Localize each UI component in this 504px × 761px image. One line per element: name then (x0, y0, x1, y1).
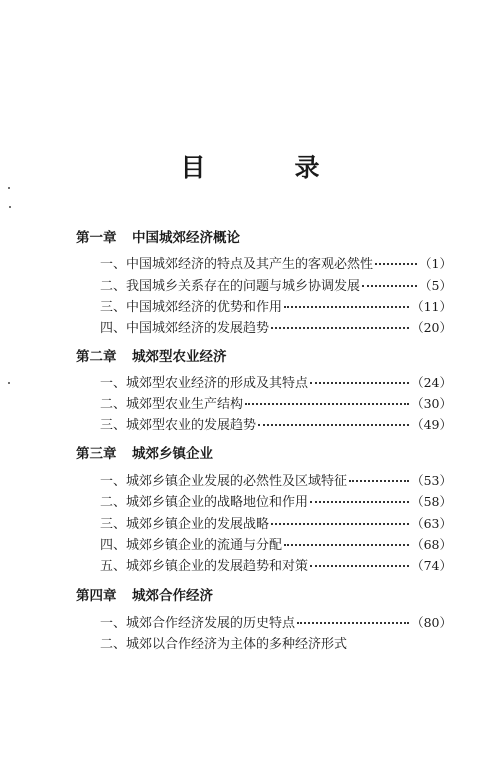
entry-page: （63） (411, 516, 452, 531)
toc-entry (100, 555, 452, 574)
entry-text: 五、城郊乡镇企业的发展趋势和对策 (100, 559, 309, 574)
scan-speck (9, 206, 11, 208)
leader-dots (297, 622, 409, 624)
chapter-heading (76, 584, 213, 604)
entry-text: 二、城郊型农业生产结构 (100, 397, 244, 412)
leader-dots (310, 501, 409, 503)
entry-page: （53） (411, 473, 452, 488)
chapter-name: 城郊合作经济 (132, 588, 213, 604)
toc-entry (100, 414, 452, 433)
scan-speck (8, 187, 10, 189)
entry-text: 一、中国城郊经济的特点及其产生的客观必然性 (100, 257, 374, 272)
entry-text: 一、城郊乡镇企业发展的必然性及区域特征 (100, 474, 348, 489)
page-title: 目 录 (180, 153, 352, 182)
entry-text: 三、城郊乡镇企业的发展战略 (100, 517, 270, 532)
chapter-number: 第四章 (76, 588, 117, 604)
chapter-number: 第一章 (76, 230, 117, 246)
entry-page: （30） (411, 396, 452, 411)
leader-dots (245, 403, 409, 405)
entry-text: 一、城郊型农业经济的形成及其特点 (100, 376, 309, 391)
entry-text: 四、中国城郊经济的发展趋势 (100, 321, 270, 336)
leader-dots (271, 523, 409, 525)
toc-entry (100, 534, 452, 553)
chapter-heading (76, 226, 240, 246)
leader-dots (362, 285, 417, 287)
entry-page: （68） (411, 537, 452, 552)
entry-text: 一、城郊合作经济发展的历史特点 (100, 616, 296, 631)
leader-dots (284, 306, 409, 308)
entry-text: 四、城郊乡镇企业的流通与分配 (100, 538, 283, 553)
chapter-heading (76, 442, 213, 462)
chapter-number: 第二章 (76, 349, 117, 365)
chapter-name: 中国城郊经济概论 (132, 230, 240, 246)
leader-dots (375, 263, 417, 265)
entry-page: （11） (411, 299, 452, 314)
entry-page: （1） (419, 256, 452, 271)
entry-page: （20） (411, 320, 452, 335)
entry-text: 二、城郊以合作经济为主体的多种经济形式 (100, 637, 348, 652)
leader-dots (258, 424, 409, 426)
chapter-name: 城郊乡镇企业 (132, 446, 213, 462)
chapter-name: 城郊型农业经济 (132, 349, 227, 365)
entry-text: 二、我国城乡关系存在的问题与城乡协调发展 (100, 279, 361, 294)
entry-page: （58） (411, 494, 452, 509)
entry-page: （74） (411, 558, 452, 573)
leader-dots (310, 565, 409, 567)
toc-entry (100, 513, 452, 532)
toc-entry (100, 612, 452, 631)
toc-entry (100, 296, 452, 315)
scan-speck (8, 382, 10, 384)
toc-entry (100, 317, 452, 336)
chapter-number: 第三章 (76, 446, 117, 462)
toc-entry (100, 491, 452, 510)
toc-entry (100, 372, 452, 391)
toc-entry (100, 253, 452, 272)
leader-dots (310, 382, 409, 384)
entry-text: 三、中国城郊经济的优势和作用 (100, 300, 283, 315)
toc-entry (100, 275, 452, 294)
entry-text: 二、城郊乡镇企业的战略地位和作用 (100, 495, 309, 510)
entry-page: （49） (411, 417, 452, 432)
entry-page: （5） (419, 278, 452, 293)
entry-text: 三、城郊型农业的发展趋势 (100, 418, 257, 433)
entry-page: （24） (411, 375, 452, 390)
entry-page: （80） (411, 615, 452, 630)
toc-entry (100, 470, 452, 489)
toc-entry (100, 633, 452, 652)
leader-dots (271, 327, 409, 329)
chapter-heading (76, 345, 227, 365)
toc-entry (100, 393, 452, 412)
leader-dots (349, 480, 409, 482)
leader-dots (284, 544, 409, 546)
